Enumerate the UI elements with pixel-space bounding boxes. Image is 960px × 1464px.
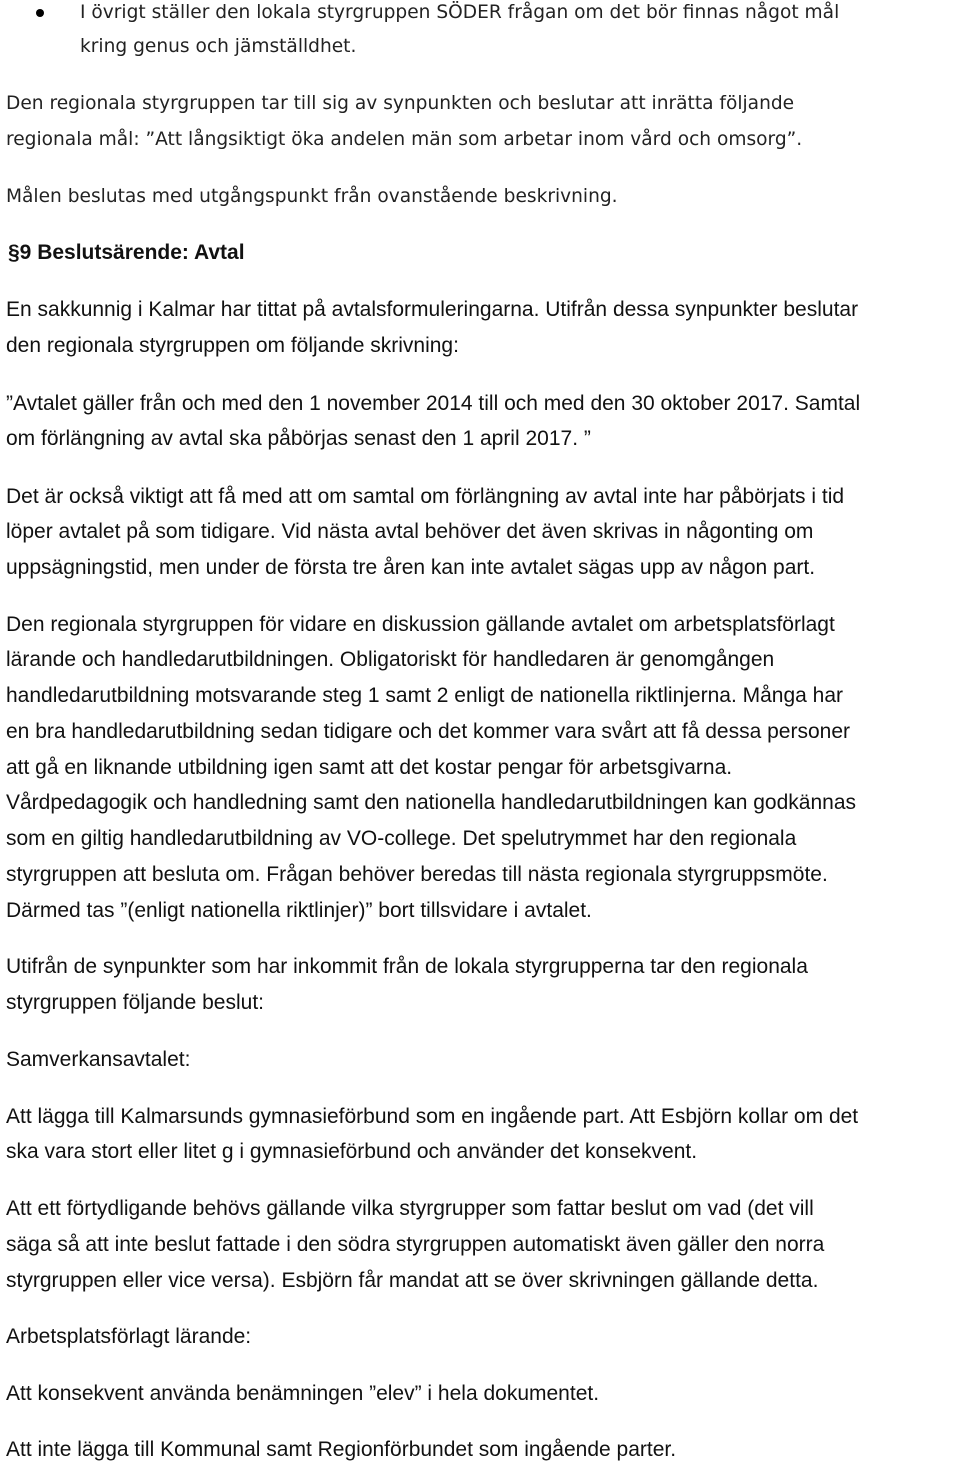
paragraph-line: Att konsekvent använda benämningen ”elev” i hela dokumentet.	[6, 1382, 600, 1405]
paragraph-line: Vårdpedagogik och handledning samt den nationella handledarutbildningen kan godkännas	[6, 791, 856, 814]
section-heading: §9 Beslutsärende: Avtal	[8, 241, 245, 264]
paragraph-line: uppsägningstid, men under de första tre åren kan inte avtalet sägas upp av någon part.	[6, 556, 816, 579]
paragraph-line: styrgruppen att besluta om. Frågan behöver beredas till nästa regionala styrgruppsmöte.	[6, 863, 828, 886]
paragraph-line: säga så att inte beslut fattade i den södra styrgruppen automatiskt även gäller den norra	[6, 1233, 825, 1256]
subsection-label: Arbetsplatsförlagt lärande:	[6, 1325, 252, 1348]
bullet-text-line: I övrigt ställer den lokala styrgruppen SÖDER frågan om det bör finnas något mål	[80, 2, 840, 23]
paragraph-line: Därmed tas ”(enligt nationella riktlinjer)” bort tillsvidare i avtalet.	[6, 899, 592, 922]
paragraph-line: som en giltig handledarutbildning av VO-college. Det spelutrymmet har den regionala	[6, 827, 797, 850]
paragraph-line: Den regionala styrgruppen tar till sig av synpunkten och beslutar att inrätta följande	[6, 93, 795, 114]
paragraph-line: Att ett förtydligande behövs gällande vilka styrgrupper som fattar beslut om vad (det vill	[6, 1197, 814, 1220]
paragraph-line: Det är också viktigt att få med att om samtal om förlängning av avtal inte har påbörjats i tid	[6, 485, 845, 508]
bullet-icon	[36, 9, 44, 17]
paragraph-line: Utifrån de synpunkter som har inkommit från de lokala styrgrupperna tar den regionala	[6, 955, 808, 978]
paragraph-line: styrgruppen eller vice versa). Esbjörn får mandat att se över skrivningen gällande detta.	[6, 1269, 819, 1292]
paragraph-line: styrgruppen följande beslut:	[6, 991, 264, 1014]
paragraph-line: den regionala styrgruppen om följande skrivning:	[6, 334, 459, 357]
paragraph-line: regionala mål: ”Att långsiktigt öka andelen män som arbetar inom vård och omsorg”.	[6, 129, 803, 150]
paragraph-line: ”Avtalet gäller från och med den 1 november 2014 till och med den 30 oktober 2017. Samtal	[6, 392, 861, 415]
paragraph-line: Den regionala styrgruppen för vidare en diskussion gällande avtalet om arbetsplatsförlagt	[6, 613, 835, 636]
paragraph-line: En sakkunnig i Kalmar har tittat på avtalsformuleringarna. Utifrån dessa synpunkter beslutar	[6, 298, 859, 321]
paragraph-line: Att lägga till Kalmarsunds gymnasieförbund som en ingående part. Att Esbjörn kollar om det	[6, 1105, 859, 1128]
paragraph-line: en bra handledarutbildning sedan tidigare och det kommer vara svårt att få dessa personer	[6, 720, 850, 743]
paragraph-line: Att inte lägga till Kommunal samt Regionförbundet som ingående parter.	[6, 1438, 677, 1461]
paragraph-line: om förlängning av avtal ska påbörjas senast den 1 april 2017. ”	[6, 427, 591, 450]
bullet-text-line: kring genus och jämställdhet.	[80, 36, 357, 57]
paragraph-line: löper avtalet på som tidigare. Vid nästa avtal behöver det även skrivas in någonting om	[6, 520, 814, 543]
subsection-label: Samverkansavtalet:	[6, 1048, 191, 1071]
paragraph-line: Målen beslutas med utgångspunkt från ovanstående beskrivning.	[6, 186, 618, 207]
paragraph-line: att gå en liknande utbildning igen samt att det kostar pengar för arbetsgivarna.	[6, 756, 733, 779]
paragraph-line: lärande och handledarutbildningen. Obligatoriskt för handledaren är genomgången	[6, 648, 775, 671]
paragraph-line: ska vara stort eller litet g i gymnasieförbund och använder det konsekvent.	[6, 1140, 698, 1163]
paragraph-line: handledarutbildning motsvarande steg 1 samt 2 enligt de nationella riktlinjerna. Många har	[6, 684, 844, 707]
